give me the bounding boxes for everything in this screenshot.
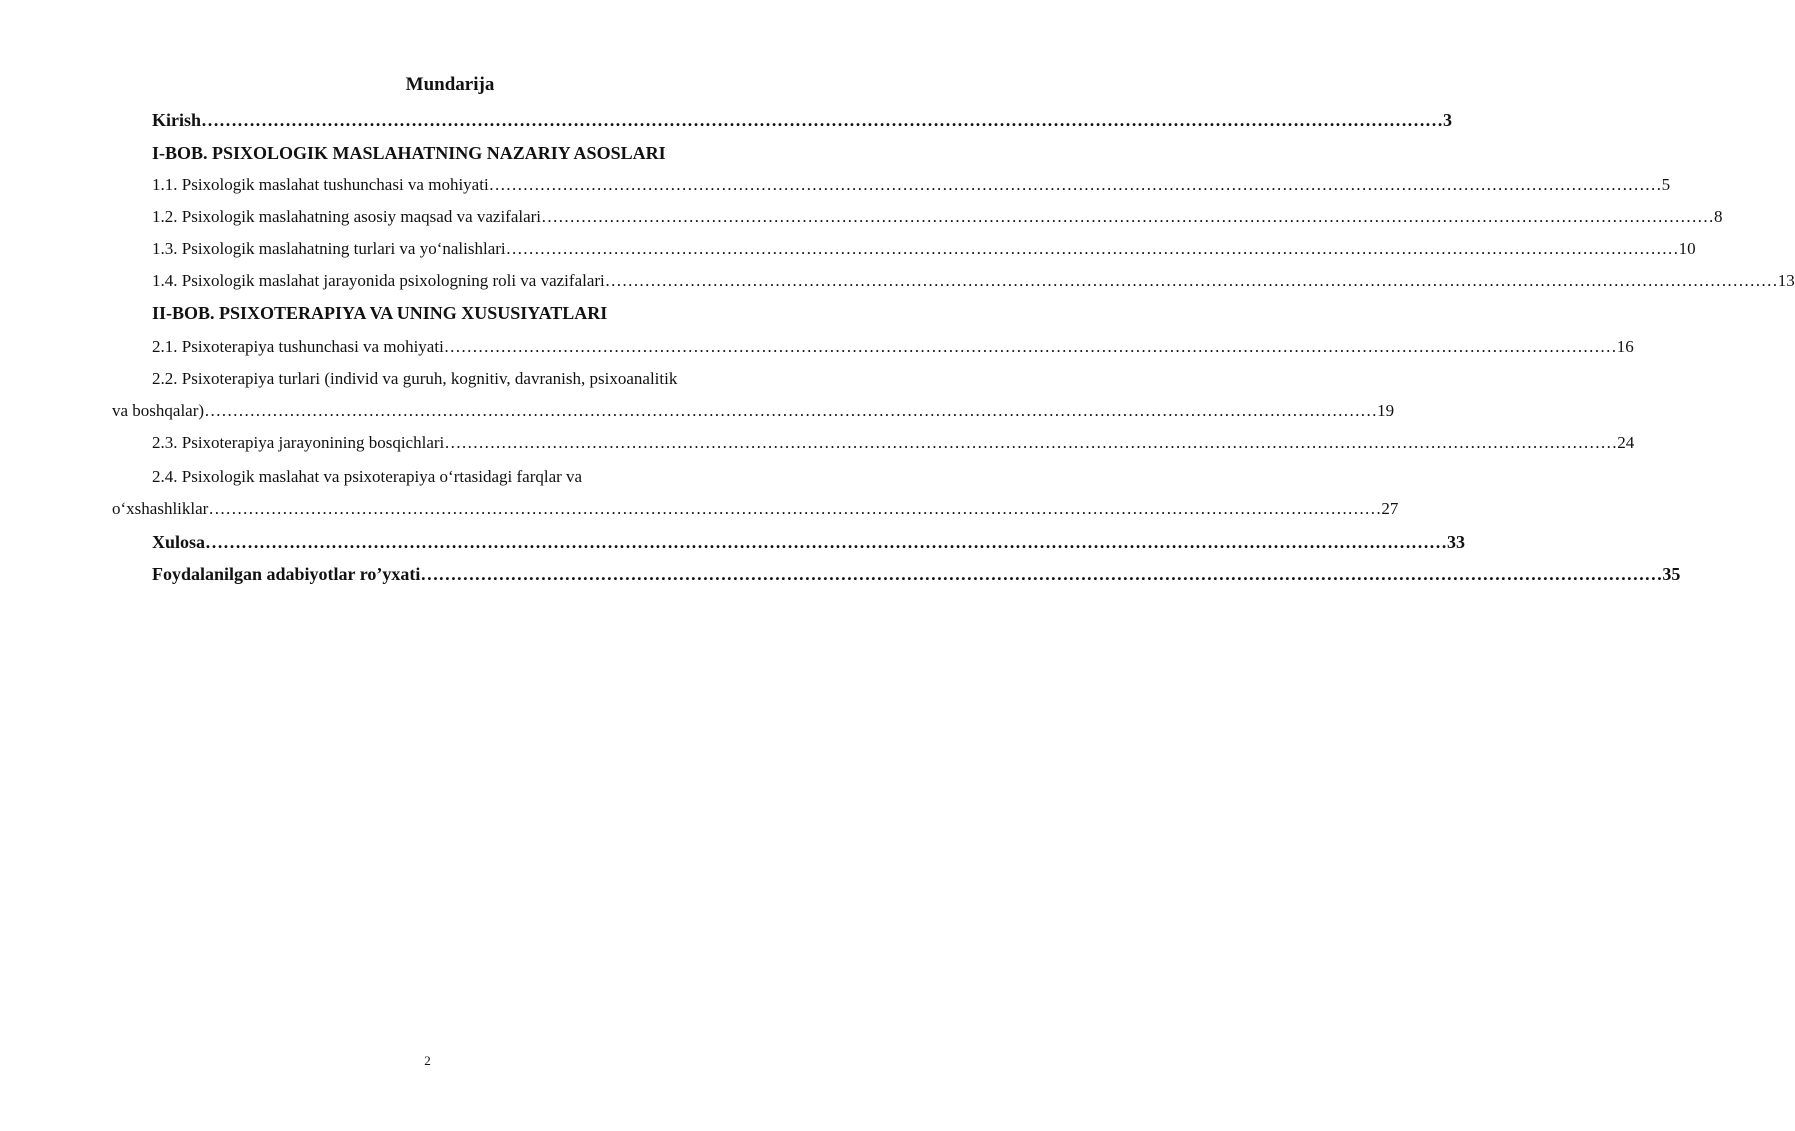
leader-dots: ………………………………………………………………………………………………………………………………………………………………………………………: [204, 401, 1378, 420]
toc-entry-kirish[interactable]: [152, 108, 1453, 132]
leader-dots: ………………………………………………………………………………………………………………………………………………………………………………………: [444, 433, 1618, 452]
toc-entry-page: 33: [1447, 532, 1466, 552]
toc-entry-page: 27: [1381, 499, 1399, 518]
toc-entry-2-4-line2[interactable]: [112, 497, 1399, 521]
leader-dots: ………………………………………………………………………………………………………………………………………………………………………………………: [541, 207, 1715, 226]
toc-entry-page: 13: [1777, 271, 1795, 290]
toc-entry-1-4[interactable]: [152, 269, 1795, 293]
toc-entry-2-2-line1[interactable]: 2.2. Psixoterapiya turlari (individ va guruh, kognitiv, davranish, psixoanalitik: [152, 369, 678, 388]
toc-entry-page: 19: [1377, 401, 1395, 420]
toc-entry-label: Xulosa: [152, 532, 206, 552]
leader-dots: ………………………………………………………………………………………………………………………………………………………………………………………: [420, 564, 1663, 584]
toc-entry-page: 10: [1678, 239, 1696, 258]
toc-entry-label: va boshqalar): [112, 401, 205, 420]
page-number: 2: [424, 1053, 431, 1068]
toc-entry-2-1[interactable]: [152, 335, 1634, 359]
toc-title: Mundarija: [405, 74, 495, 95]
toc-entry-2-4-line1[interactable]: 2.4. Psixologik maslahat va psixoterapiya o‘rtasidagi farqlar va: [152, 467, 583, 486]
toc-entry-label: o‘xshashliklar: [112, 499, 209, 518]
toc-entry-page: 35: [1662, 564, 1681, 584]
toc-entry-1-2[interactable]: [152, 205, 1723, 229]
toc-entry-1-3[interactable]: [152, 237, 1696, 261]
toc-entry-page: 5: [1661, 175, 1671, 194]
toc-entry-page: 8: [1714, 207, 1723, 226]
toc-entry-page: 16: [1616, 337, 1634, 356]
toc-entry-label: 1.1. Psixologik maslahat tushunchasi va mohiyati: [152, 175, 489, 194]
toc-entry-label: 1.4. Psixologik maslahat jarayonida psixologning roli va vazifalari: [152, 271, 605, 290]
toc-entry-label: 1.3. Psixologik maslahatning turlari va yo‘nalishlari: [152, 239, 506, 258]
toc-chapter-2[interactable]: II-BOB. PSIXOTERAPIYA VA UNING XUSUSIYATLARI: [152, 303, 608, 323]
toc-entry-1-1[interactable]: [152, 173, 1671, 197]
toc-entry-2-2-line2[interactable]: [112, 399, 1395, 423]
toc-entry-page: 24: [1617, 433, 1635, 452]
toc-entry-label: 2.1. Psixoterapiya tushunchasi va mohiyati: [152, 337, 444, 356]
toc-entry-xulosa[interactable]: [152, 530, 1466, 554]
toc-entry-label: 2.3. Psixoterapiya jarayonining bosqichlari: [152, 433, 445, 452]
toc-entry-label: Kirish: [152, 110, 202, 130]
leader-dots: ………………………………………………………………………………………………………………………………………………………………………………………: [208, 499, 1382, 518]
leader-dots: ………………………………………………………………………………………………………………………………………………………………………………………: [201, 110, 1444, 130]
leader-dots: ………………………………………………………………………………………………………………………………………………………………………………………: [604, 271, 1778, 290]
leader-dots: ………………………………………………………………………………………………………………………………………………………………………………………: [205, 532, 1448, 552]
toc-entry-label: Foydalanilgan adabiyotlar ro’yxati: [152, 564, 421, 584]
toc-entry-adabiyotlar[interactable]: [152, 562, 1681, 586]
leader-dots: ………………………………………………………………………………………………………………………………………………………………………………………: [443, 337, 1617, 356]
toc-entry-2-3[interactable]: [152, 431, 1635, 455]
toc-chapter-1[interactable]: I-BOB. PSIXOLOGIK MASLAHATNING NAZARIY ASOSLARI: [152, 143, 666, 163]
leader-dots: ………………………………………………………………………………………………………………………………………………………………………………………: [488, 175, 1662, 194]
toc-entry-label: 1.2. Psixologik maslahatning asosiy maqsad va vazifalari: [152, 207, 542, 226]
leader-dots: ………………………………………………………………………………………………………………………………………………………………………………………: [505, 239, 1679, 258]
toc-entry-page: 3: [1443, 110, 1453, 130]
